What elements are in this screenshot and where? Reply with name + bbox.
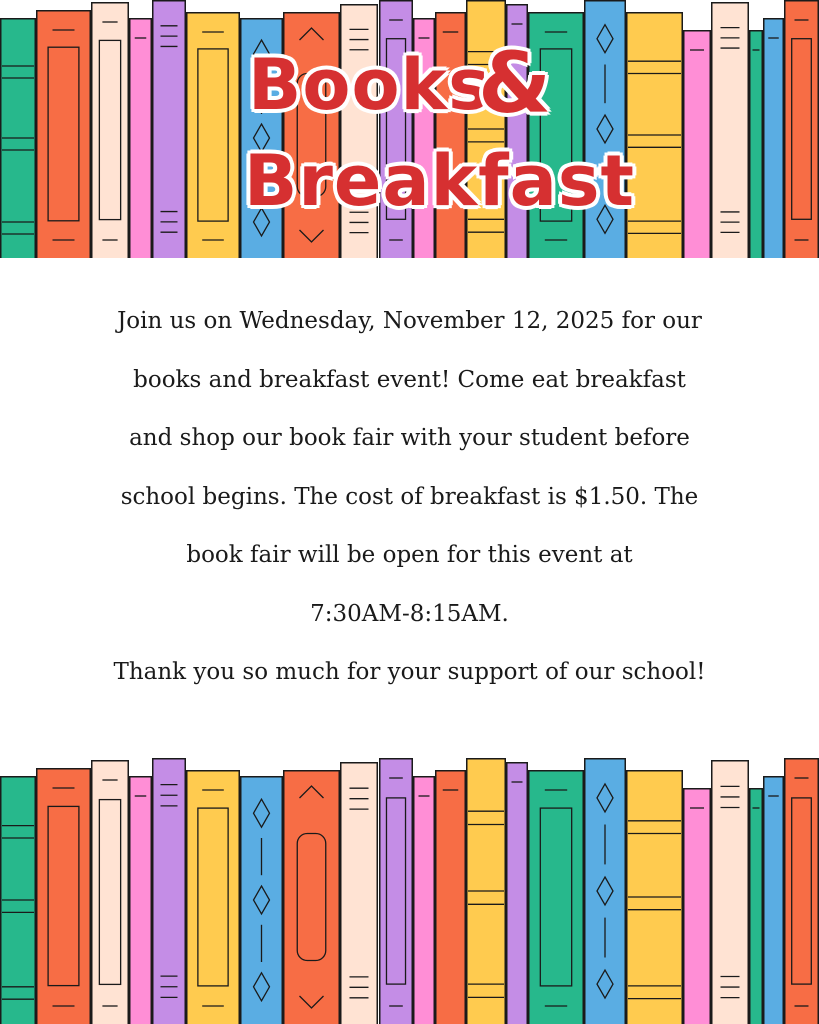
bottom-book-12 <box>436 771 466 1024</box>
top-book-20 <box>750 31 763 258</box>
bottom-book-19 <box>712 761 749 1024</box>
bottom-book-21 <box>764 777 784 1024</box>
bottom-book-1 <box>1 777 36 1024</box>
top-book-22 <box>785 1 819 258</box>
bottom-book-16 <box>585 759 626 1024</box>
bottom-book-20 <box>750 789 763 1024</box>
bottom-book-6 <box>187 771 240 1024</box>
bottom-book-18 <box>684 789 711 1024</box>
body-line-7: Thank you so much for your support of our school! <box>113 659 706 685</box>
body-line-1: Join us on Wednesday, November 12, 2025 for our <box>117 308 702 334</box>
top-book-2 <box>37 11 91 258</box>
bottom-book-4 <box>130 777 152 1024</box>
top-book-4 <box>130 19 152 258</box>
body-line-6: 7:30AM-8:15AM. <box>310 600 509 627</box>
title-books: Books <box>248 44 491 126</box>
bottom-bookshelf-illustration <box>0 758 819 1024</box>
bottom-book-15 <box>529 771 584 1024</box>
bottom-book-14 <box>507 763 528 1024</box>
bottom-book-7 <box>241 777 283 1024</box>
top-book-5 <box>153 1 186 258</box>
title-breakfast: Breakfast <box>244 140 635 222</box>
top-book-19 <box>712 3 749 258</box>
bottom-book-13 <box>467 759 506 1024</box>
body-line-4: school begins. The cost of breakfast is $1.50. The <box>120 483 699 510</box>
title-ampersand: & <box>478 34 553 132</box>
body-line-2: books and breakfast event! Come eat breakfast <box>133 366 686 393</box>
top-book-6 <box>187 13 240 258</box>
bottom-book-5 <box>153 759 186 1024</box>
bottom-book-9 <box>341 763 378 1024</box>
top-book-18 <box>684 31 711 258</box>
top-book-21 <box>764 19 784 258</box>
bottom-book-10 <box>380 759 413 1024</box>
bottom-book-3 <box>92 761 129 1024</box>
bottom-books-graphic <box>0 758 819 1024</box>
body-line-5: book fair will be open for this event at <box>186 542 633 568</box>
bottom-book-2 <box>37 769 91 1024</box>
title-logo <box>238 34 635 230</box>
event-description <box>60 292 759 702</box>
body-line-3: and shop our book fair with your student before <box>129 425 690 451</box>
bottom-book-17 <box>627 771 683 1024</box>
top-book-3 <box>92 3 129 258</box>
bottom-book-22 <box>785 759 819 1024</box>
bottom-book-11 <box>414 777 435 1024</box>
top-book-17 <box>627 13 683 258</box>
top-book-1 <box>1 19 36 258</box>
bottom-book-8 <box>284 771 340 1024</box>
